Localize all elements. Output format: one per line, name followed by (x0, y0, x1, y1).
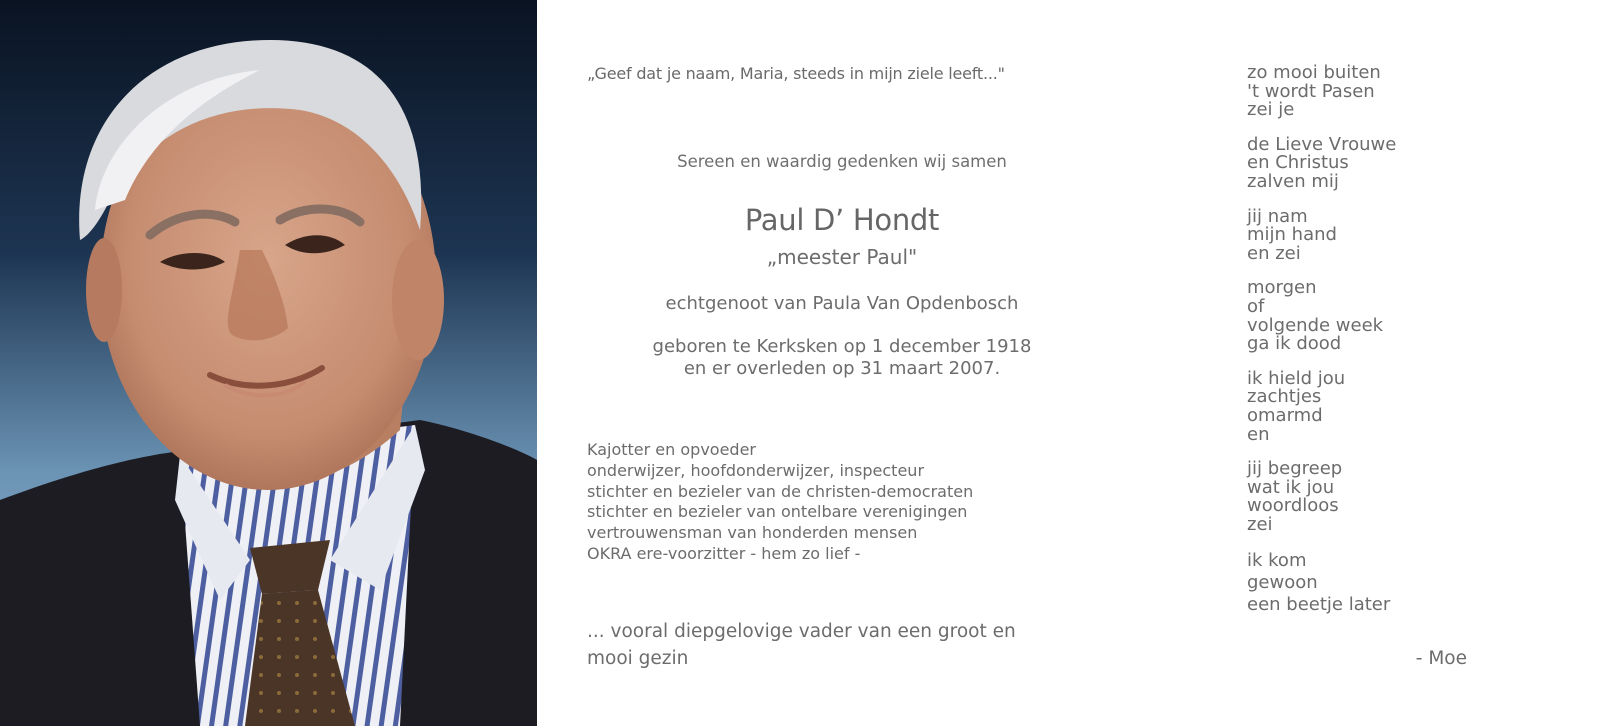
poem-line: 't wordt Pasen (1247, 80, 1375, 102)
role-item: vertrouwensman van honderden mensen (587, 523, 918, 543)
poem-line: jij begreep (1247, 458, 1343, 480)
poem-line: ga ik dood (1247, 333, 1342, 355)
poem-line: wat ik jou (1247, 476, 1335, 498)
poem-line: zei (1247, 513, 1273, 535)
poem-line: en (1247, 423, 1270, 445)
deceased-name: Paul D’ Hondt (744, 203, 940, 237)
poem-line: woordloos (1247, 495, 1339, 517)
role-item: onderwijzer, hoofdonderwijzer, inspecteur (587, 460, 925, 480)
role-item: stichter en bezieler van de christen-democraten (587, 481, 974, 501)
poem-line: ik kom (1247, 550, 1307, 572)
opening-quote: „Geef dat je naam, Maria, steeds in mijn ziele leeft..." (587, 64, 1005, 83)
portrait-photo (0, 0, 537, 726)
roles-list (587, 440, 973, 565)
poem-line: zei je (1247, 99, 1295, 121)
portrait-illustration (0, 0, 537, 726)
poem-stanza (1247, 64, 1547, 120)
spouse-line: echtgenoot van Paula Van Opdenbosch (665, 293, 1019, 314)
closing-line: mooi gezin (587, 648, 689, 669)
role-item: Kajotter en opvoeder (587, 440, 756, 459)
memorial-card-text (537, 0, 1600, 726)
role-item: OKRA ere-voorzitter - hem zo lief - (587, 543, 861, 563)
poem-line: een beetje later (1247, 594, 1391, 616)
poem-line: zo mooi buiten (1247, 62, 1381, 83)
closing-line: ... vooral diepgelovige vader van een groot en (587, 621, 1016, 642)
poem-line: zachtjes (1247, 386, 1322, 408)
poem-line: of (1247, 295, 1265, 317)
poem-line: mijn hand (1247, 224, 1337, 246)
poem-stanza (1247, 460, 1547, 534)
birth-line: geboren te Kerksken op 1 december 1918 (652, 336, 1032, 357)
closing-text (587, 618, 1017, 672)
intro-line: Sereen en waardig gedenken wij samen (677, 152, 1007, 171)
poem-stanza (1247, 205, 1547, 264)
poem-stanza (1247, 133, 1547, 192)
poem-line: omarmd (1247, 404, 1323, 426)
poem-stanza (1247, 367, 1547, 445)
poem-stanza (1247, 279, 1547, 353)
role-item: stichter en bezieler van ontelbare verenigingen (587, 502, 968, 522)
poem (1247, 64, 1547, 632)
poem-line: jij nam (1247, 205, 1308, 227)
poem-line: en Christus (1247, 152, 1349, 174)
poem-line: gewoon (1247, 572, 1318, 594)
poem-signature: - Moe (1415, 648, 1467, 669)
death-line: en er overleden op 31 maart 2007. (683, 358, 1001, 379)
poem-line: zalven mij (1247, 170, 1339, 192)
poem-line: morgen (1247, 277, 1317, 299)
poem-line: volgende week (1247, 314, 1384, 336)
poem-line: ik hield jou (1247, 367, 1346, 389)
poem-stanza (1247, 550, 1547, 616)
poem-line: en zei (1247, 242, 1301, 264)
poem-line: de Lieve Vrouwe (1247, 133, 1397, 155)
nickname: „meester Paul" (766, 245, 918, 269)
